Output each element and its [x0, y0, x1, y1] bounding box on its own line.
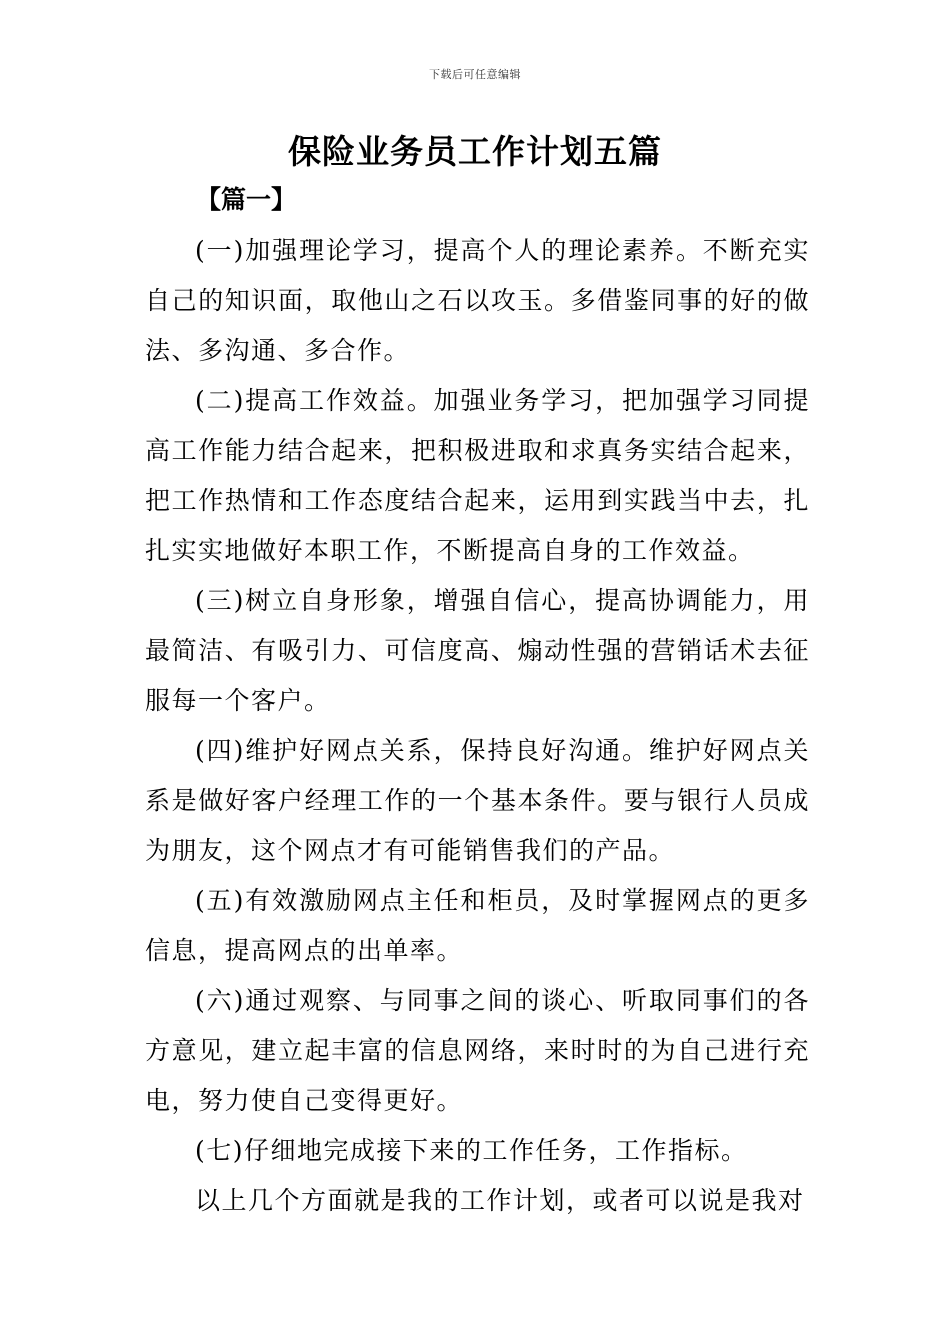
paragraph-3: (三)树立自身形象，增强自信心，提高协调能力，用最简洁、有吸引力、可信度高、煽动性强的营销话术去征服每一个客户。	[145, 586, 810, 715]
paragraph-6: (六)通过观察、与同事之间的谈心、听取同事们的各方意见，建立起丰富的信息网络，来时时的为自己进行充电，努力使自己变得更好。	[145, 986, 810, 1115]
paragraph-4: (四)维护好网点关系，保持良好沟通。维护好网点关系是做好客户经理工作的一个基本条件。要与银行人员成为朋友，这个网点才有可能销售我们的产品。	[145, 736, 810, 865]
header-note: 下载后可任意编辑	[429, 68, 521, 81]
paragraph-1: (一)加强理论学习，提高个人的理论素养。不断充实自己的知识面，取他山之石以攻玉。多借鉴同事的好的做法、多沟通、多合作。	[145, 236, 810, 365]
paragraph-2: (二)提高工作效益。加强业务学习，把加强学习同提高工作能力结合起来，把积极进取和求真务实结合起来，把工作热情和工作态度结合起来，运用到实践当中去，扎扎实实地做好本职工作，不断提高自身的工作效益。	[145, 386, 810, 565]
body-text	[145, 226, 810, 1226]
section-label: 【篇一】	[196, 185, 297, 214]
paragraph-7: (七)仔细地完成接下来的工作任务，工作指标。	[195, 1136, 748, 1165]
paragraph-8: 以上几个方面就是我的工作计划，或者可以说是我对	[195, 1186, 805, 1215]
document-title: 保险业务员工作计划五篇	[288, 132, 662, 171]
paragraph-5: (五)有效激励网点主任和柜员，及时掌握网点的更多信息，提高网点的出单率。	[145, 886, 810, 965]
